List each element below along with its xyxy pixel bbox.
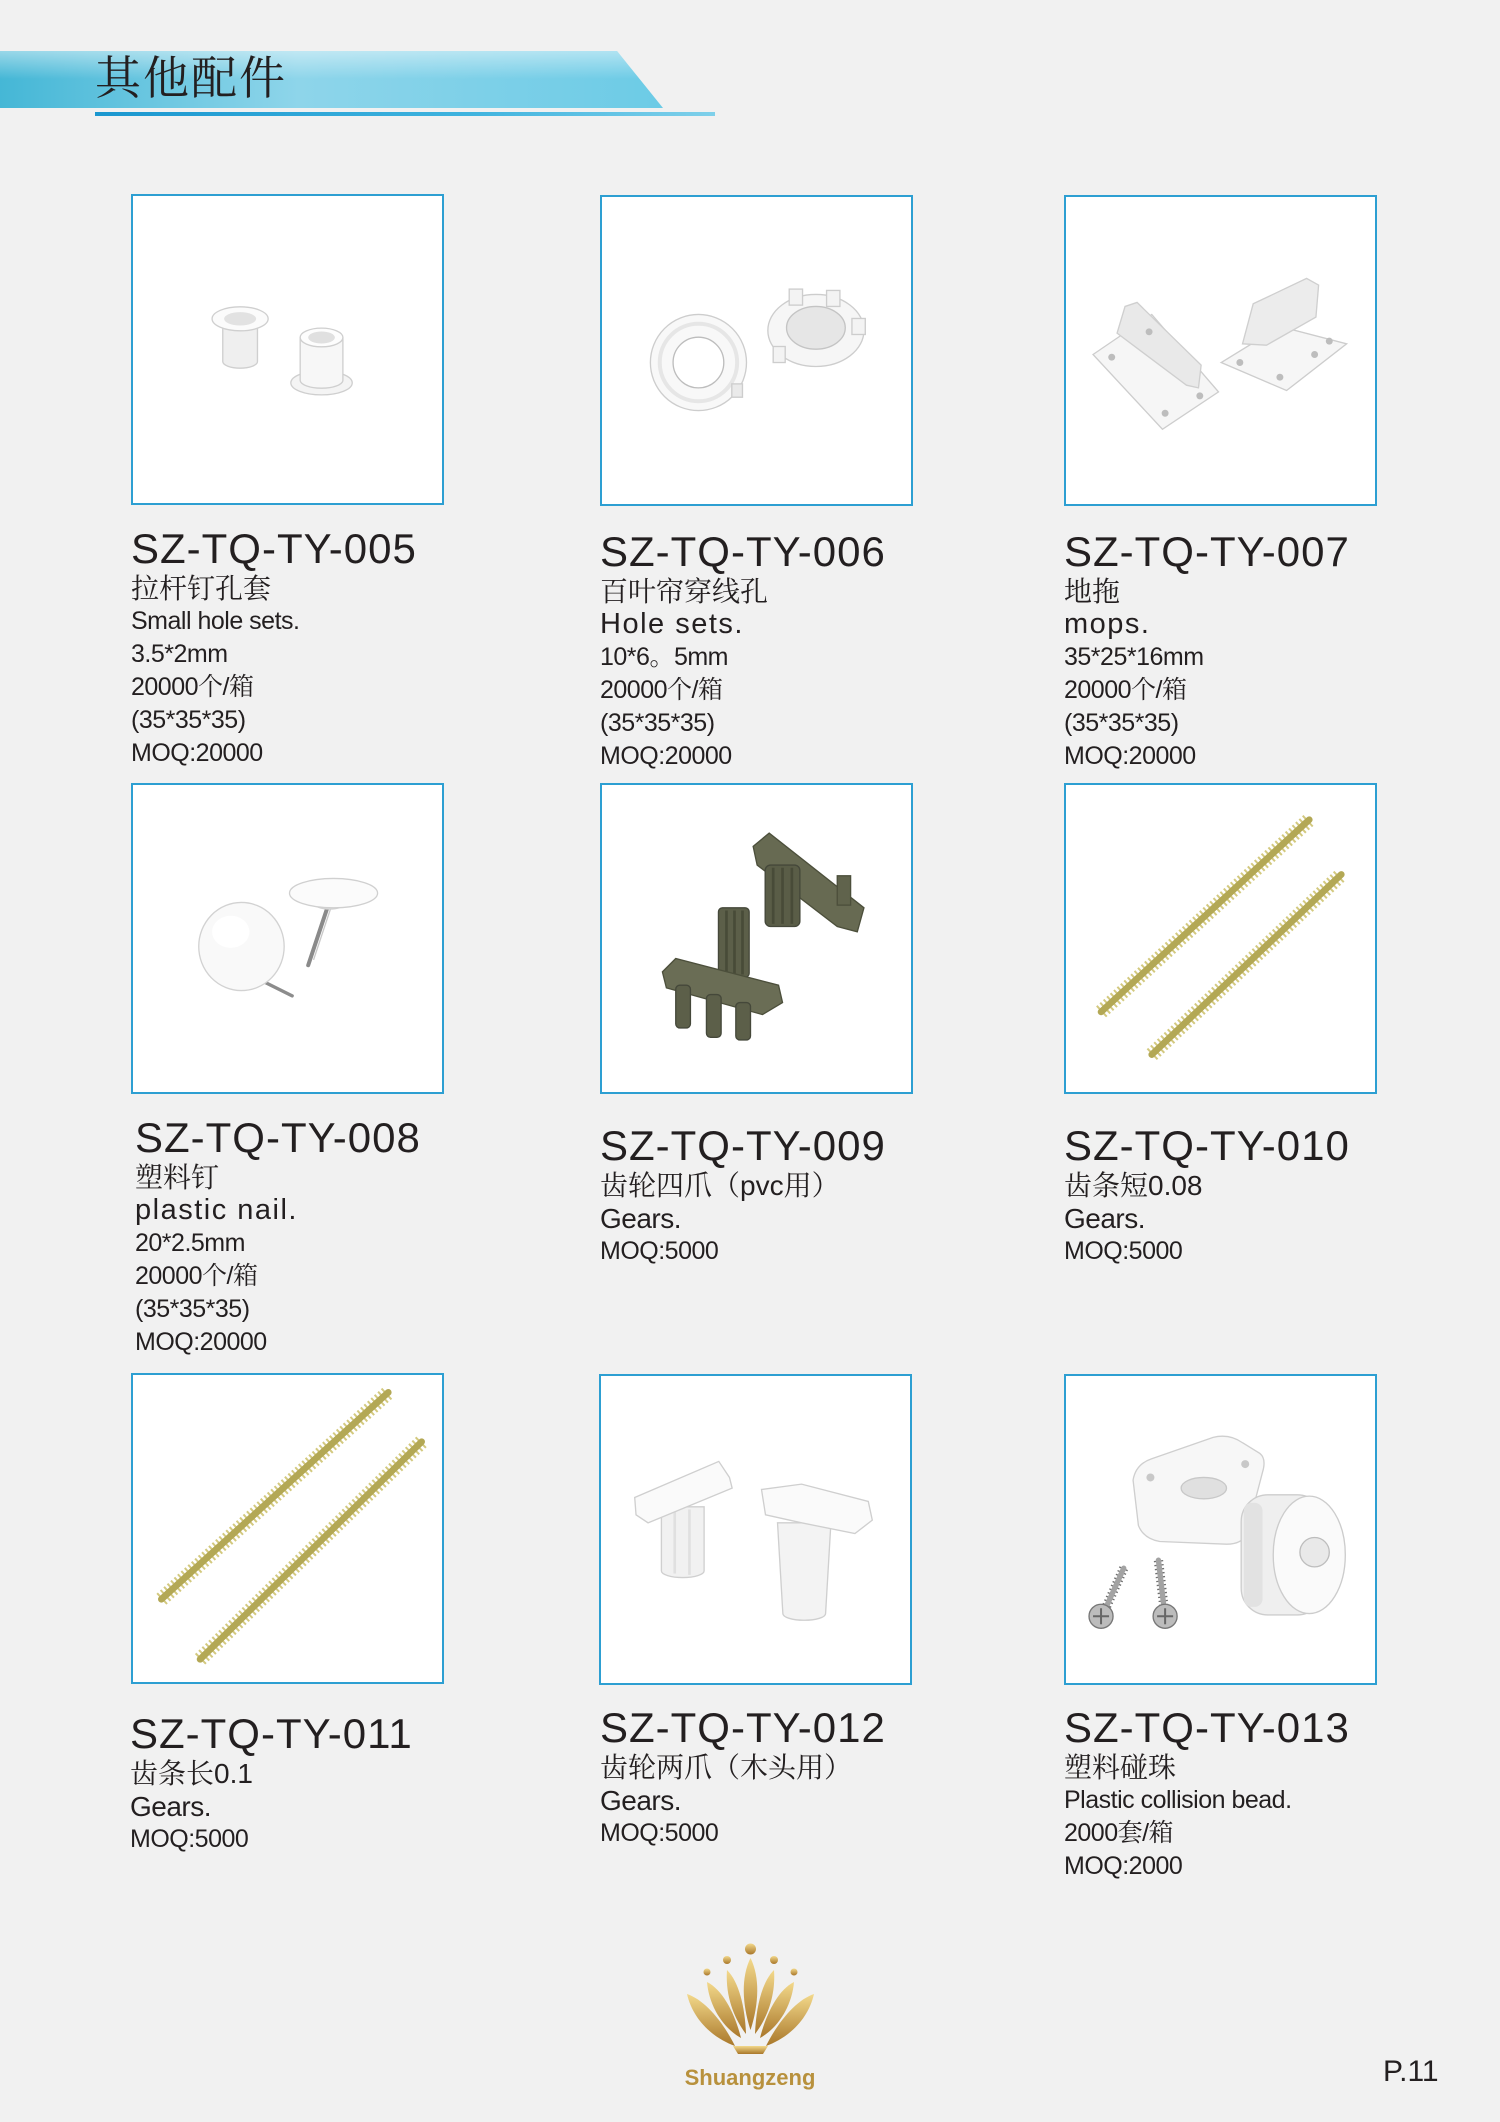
plastic-nail-side <box>290 878 378 965</box>
product-name-en: Hole sets. <box>600 608 744 640</box>
product-size: 3.5*2mm <box>131 640 228 668</box>
product-packing: 2000套/箱 <box>1064 1819 1174 1847</box>
product-image-frame <box>599 1374 912 1685</box>
product-name-en: plastic nail. <box>135 1194 298 1226</box>
t-piece-left <box>635 1461 732 1577</box>
product-name-en: Gears. <box>130 1791 212 1822</box>
gear-rack-strip <box>161 1392 388 1599</box>
product-code: SZ-TQ-TY-005 <box>131 525 417 572</box>
product-name-en: Gears. <box>600 1785 682 1816</box>
product-name-cn: 地拖 <box>1064 576 1121 607</box>
gear-rack-strip <box>1101 820 1309 1012</box>
product-image-frame <box>600 195 913 506</box>
product-name-en: Plastic collision bead. <box>1064 1786 1292 1814</box>
product-name-cn: 百叶帘穿线孔 <box>600 576 769 607</box>
product-size: 20*2.5mm <box>135 1229 245 1257</box>
product-moq: MOQ:20000 <box>1064 742 1196 770</box>
product-packing: 20000个/箱 <box>1064 676 1187 704</box>
plastic-nail-front <box>199 902 292 995</box>
product-moq: MOQ:5000 <box>600 1819 719 1847</box>
product-name-cn: 塑料碰珠 <box>1064 1752 1177 1783</box>
ring-pair-image <box>602 197 911 504</box>
short-gear-rack-image <box>1066 785 1375 1092</box>
product-code: SZ-TQ-TY-008 <box>135 1114 421 1161</box>
product-info <box>1064 1705 1350 1883</box>
product-size: 35*25*16mm <box>1064 643 1204 671</box>
product-code: SZ-TQ-TY-011 <box>130 1710 413 1757</box>
screw <box>1089 1568 1124 1628</box>
product-moq: MOQ:20000 <box>600 742 732 770</box>
ring-left <box>650 314 746 410</box>
product-name-cn: 齿条长0.1 <box>130 1758 253 1789</box>
title-underline <box>95 112 715 116</box>
product-info <box>1064 529 1350 773</box>
product-moq: MOQ:5000 <box>1064 1237 1183 1265</box>
plastic-nail-pair-image <box>133 785 442 1092</box>
bead-cylinder <box>1241 1495 1345 1615</box>
long-gear-rack-image <box>133 1375 442 1682</box>
grommet-left <box>212 307 268 368</box>
product-packing: 20000个/箱 <box>600 676 723 704</box>
product-info <box>1064 1123 1350 1268</box>
product-name-cn: 拉杆钉孔套 <box>131 573 272 604</box>
product-code: SZ-TQ-TY-007 <box>1064 528 1350 575</box>
crown-shape <box>687 1944 814 2055</box>
two-claw-gear-image <box>601 1376 910 1683</box>
mop-plate-left <box>1093 302 1218 429</box>
grommet-pair-image <box>133 196 442 503</box>
product-name-cn: 齿轮两爪（木头用） <box>600 1752 853 1783</box>
product-image-frame <box>1064 783 1377 1094</box>
product-code: SZ-TQ-TY-012 <box>600 1704 886 1751</box>
product-image-frame <box>131 1373 444 1684</box>
gear-rack-strip <box>1152 874 1342 1054</box>
product-name-en: Gears. <box>600 1203 682 1234</box>
product-name-cn: 齿条短0.08 <box>1064 1170 1203 1201</box>
product-packing: 20000个/箱 <box>135 1262 258 1290</box>
product-moq: MOQ:5000 <box>130 1825 249 1853</box>
product-moq: MOQ:2000 <box>1064 1852 1183 1880</box>
product-moq: MOQ:20000 <box>135 1328 267 1356</box>
page-title: 其他配件 <box>95 52 287 104</box>
product-image-frame <box>131 783 444 1094</box>
product-code: SZ-TQ-TY-006 <box>600 528 886 575</box>
collision-bead-image <box>1066 1376 1375 1683</box>
page-number: P.11 <box>1383 2055 1439 2088</box>
four-claw-gear-image <box>602 785 911 1092</box>
product-carton: (35*35*35) <box>1064 709 1179 737</box>
product-info <box>600 1123 886 1268</box>
product-name-en: mops. <box>1064 608 1151 640</box>
product-code: SZ-TQ-TY-010 <box>1064 1122 1350 1169</box>
mop-plate-right <box>1221 278 1346 390</box>
product-info <box>130 1711 413 1856</box>
t-piece-right <box>762 1484 873 1620</box>
product-moq: MOQ:5000 <box>600 1237 719 1265</box>
product-carton: (35*35*35) <box>135 1295 250 1323</box>
product-image-frame <box>1064 195 1377 506</box>
product-name-cn: 齿轮四爪（pvc用） <box>600 1170 840 1201</box>
product-info <box>600 529 886 773</box>
product-name-en: Small hole sets. <box>131 607 300 635</box>
product-size: 10*6。5mm <box>600 643 728 671</box>
product-carton: (35*35*35) <box>600 709 715 737</box>
gear-rack-strip <box>200 1442 422 1660</box>
product-packing: 20000个/箱 <box>131 673 254 701</box>
product-carton: (35*35*35) <box>131 706 246 734</box>
grommet-right <box>291 328 352 395</box>
product-info <box>131 526 417 770</box>
product-image-frame <box>1064 1374 1377 1685</box>
product-info <box>135 1115 421 1359</box>
product-code: SZ-TQ-TY-009 <box>600 1122 886 1169</box>
product-name-cn: 塑料钉 <box>135 1162 220 1193</box>
ring-right <box>768 289 865 366</box>
product-code: SZ-TQ-TY-013 <box>1064 1704 1350 1751</box>
gear-piece-lower <box>662 908 782 1040</box>
product-name-en: Gears. <box>1064 1203 1146 1234</box>
brand-name: Shuangzeng <box>684 2065 816 2090</box>
product-image-frame <box>131 194 444 505</box>
gear-piece-upper <box>753 833 864 932</box>
product-info <box>600 1705 886 1850</box>
mop-plate-pair-image <box>1066 197 1375 504</box>
crown-logo-icon <box>683 1942 818 2057</box>
screw <box>1153 1560 1177 1628</box>
product-moq: MOQ:20000 <box>131 739 263 767</box>
product-image-frame <box>600 783 913 1094</box>
